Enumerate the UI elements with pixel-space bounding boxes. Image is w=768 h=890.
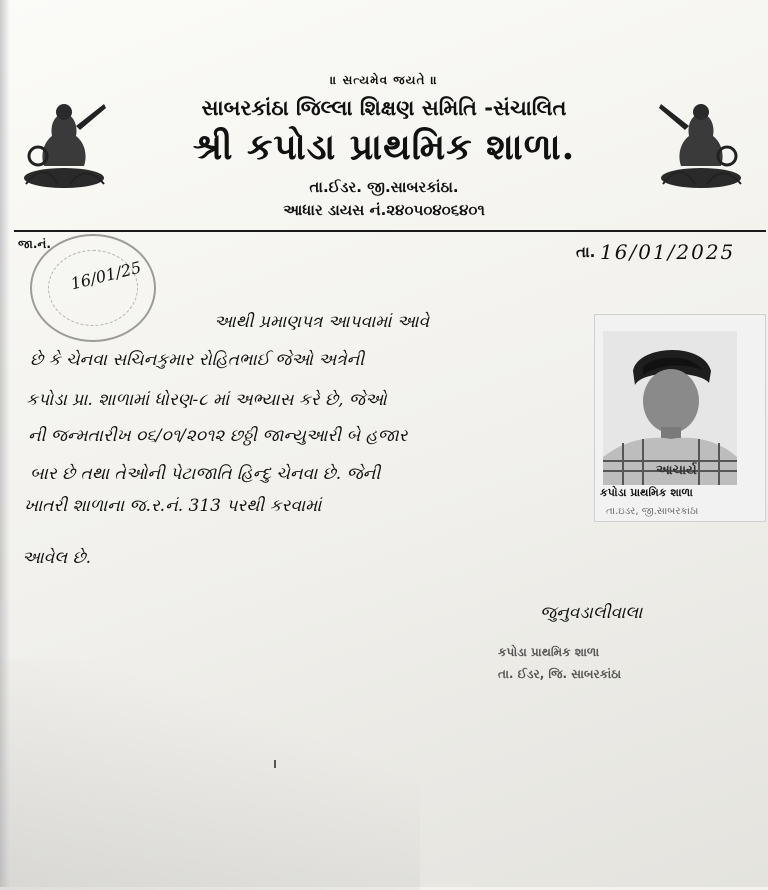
signature-school-stamp: કપોડા પ્રાથમિક શાળા: [498, 645, 600, 659]
student-portrait-icon: [603, 331, 737, 485]
dise-code: આધાર ડાયસ નં.૨૪૦૫૦૪૦૬૪૦૧: [283, 201, 485, 219]
body-line-5: બાર છે તથા તેઓની પેટાજાતિ હિન્દુ ચેનવા છે. જેની: [30, 464, 381, 484]
photo-school-stamp: કપોડા પ્રાથમિક શાળા: [600, 486, 693, 499]
stamp-date: 16/01/25: [68, 257, 144, 294]
motto: ॥ સત્યમેવ જયતે ॥: [330, 73, 438, 87]
header-divider: [14, 230, 766, 232]
jan-number-label: જા.નં.: [18, 237, 51, 251]
body-line-3: કપોડા પ્રા. શાળામાં ધોરણ-૮ માં અભ્યાસ કરે છે, જેઓ: [26, 390, 387, 410]
photo-overlay-stamp: આચાર્ય: [656, 463, 697, 478]
body-line-1: આથી પ્રમાણપત્ર આપવામાં આવે: [214, 312, 430, 332]
body-line-2: છે કે ચેનવા સચિનકુમાર રોહિતભાઈ જેઓ અત્રેની: [30, 350, 365, 370]
body-line-7: આવેલ છે.: [22, 548, 92, 568]
letter-date: 16/01/2025: [600, 240, 736, 264]
paper-fold-shadow: [0, 660, 420, 890]
taluka-address: તા.ઈડર. જી.સાબરકાંઠા.: [309, 178, 459, 196]
date-label: તા.: [576, 243, 596, 261]
ink-speck: [274, 760, 276, 768]
school-name: શ્રી કપોડા પ્રાથમિક શાળા.: [192, 126, 576, 168]
organization-title: સાબરકાંઠા જિલ્લા શિક્ષણ સમિતિ -સંચાલિત: [201, 96, 567, 120]
photo-address-stamp: તા.ઇડર, જી.સાબરકાંઠા: [606, 506, 699, 517]
body-line-4: ની જન્મતારીખ ૦૬/૦૧/૨૦૧૨ છઠ્ઠી જાન્યુઆરી બે હજાર: [28, 426, 408, 446]
student-photo: [603, 331, 737, 485]
body-line-6: ખાતરી શાળાના જ.ર.નં. 313 પરથી કરવામાં: [24, 496, 322, 516]
signature-address-stamp: તા. ઈડર, જિ. સાબરકાંઠા: [498, 667, 622, 681]
principal-signature: જુનુવડાલીવાલા: [540, 603, 643, 623]
